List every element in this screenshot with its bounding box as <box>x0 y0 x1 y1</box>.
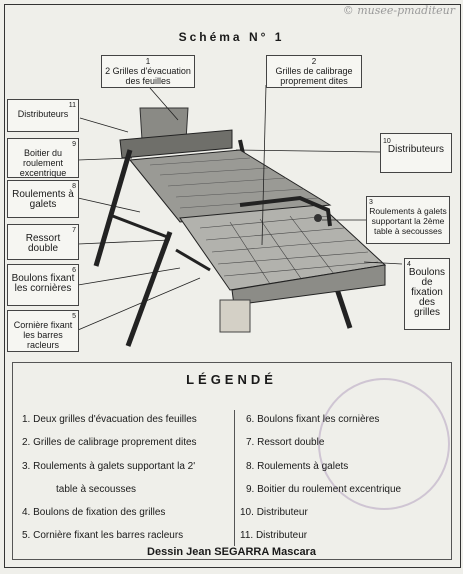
legend-item: 8. Roulements à galets <box>246 461 349 472</box>
legend-item: 5. Cornière fixant les barres racleurs <box>22 530 184 541</box>
legend-item: 1. Deux grilles d'évacuation des feuilles <box>22 414 197 425</box>
label-7-box <box>7 224 79 260</box>
label-11-box <box>7 99 79 132</box>
label-10-number: 10 <box>383 138 391 145</box>
legend-item: 10. Distributeur <box>240 507 308 518</box>
legend-divider <box>234 410 235 546</box>
label-8-text: Roulements à galets <box>12 189 74 210</box>
legend-item: 7. Ressort double <box>246 437 325 448</box>
label-9-text: Boitier du roulement excentrique <box>19 148 67 178</box>
legend-item: 3. Roulements à galets supportant la 2' <box>22 461 196 472</box>
label-8-box <box>7 180 79 218</box>
label-6-text: Boulons fixant les cornières <box>11 273 75 294</box>
label-2-number: 2 <box>311 57 317 66</box>
label-10-box <box>380 133 452 173</box>
label-2-box <box>266 55 362 88</box>
legend-item: 6. Boulons fixant les cornières <box>246 414 380 425</box>
label-1-box <box>101 55 195 88</box>
legend-item: table à secousses <box>56 484 137 495</box>
label-5-box <box>7 310 79 352</box>
label-4-box <box>404 258 450 330</box>
drawing-credit: Dessin Jean SEGARRA Mascara <box>147 546 316 558</box>
legend-title: LÉGENDÉ <box>186 372 277 387</box>
legend-item: 9. Boitier du roulement excentrique <box>246 484 402 495</box>
legend-item: 2. Grilles de calibrage proprement dites <box>22 437 197 448</box>
label-7-number: 7 <box>72 227 76 234</box>
legend-item: 4. Boulons de fixation des grilles <box>22 507 166 518</box>
label-9-box <box>7 138 79 178</box>
label-2-text: Grilles de calibrage proprement dites <box>275 66 353 86</box>
label-4-number: 4 <box>407 261 411 268</box>
label-1-number: 1 <box>145 57 151 66</box>
label-11-text: Distributeurs <box>17 109 69 119</box>
label-7-text: Ressort double <box>25 233 61 254</box>
label-3-box <box>366 196 450 244</box>
label-1-text: 2 Grilles d'évacuation des feuilles <box>105 66 191 86</box>
legend-item: 11. Distributeur <box>240 530 308 541</box>
label-11-number: 11 <box>68 102 76 109</box>
label-6-box <box>7 264 79 306</box>
watermark: © musee-pmaditeur <box>342 4 455 17</box>
label-3-number: 3 <box>369 199 373 206</box>
label-6-number: 6 <box>72 267 76 274</box>
label-10-text: Distributeurs <box>387 144 445 155</box>
schema-title: Schéma N° 1 <box>178 30 285 44</box>
label-5-text: Cornière fixant les barres racleurs <box>13 320 73 350</box>
label-9-number: 9 <box>72 141 76 148</box>
label-3-text: Roulements à galets supportant la 2ème table à secousses <box>369 206 447 236</box>
label-4-text: Boulons de fixation des grilles <box>408 267 446 318</box>
label-8-number: 8 <box>72 183 76 190</box>
label-5-number: 5 <box>72 313 76 320</box>
